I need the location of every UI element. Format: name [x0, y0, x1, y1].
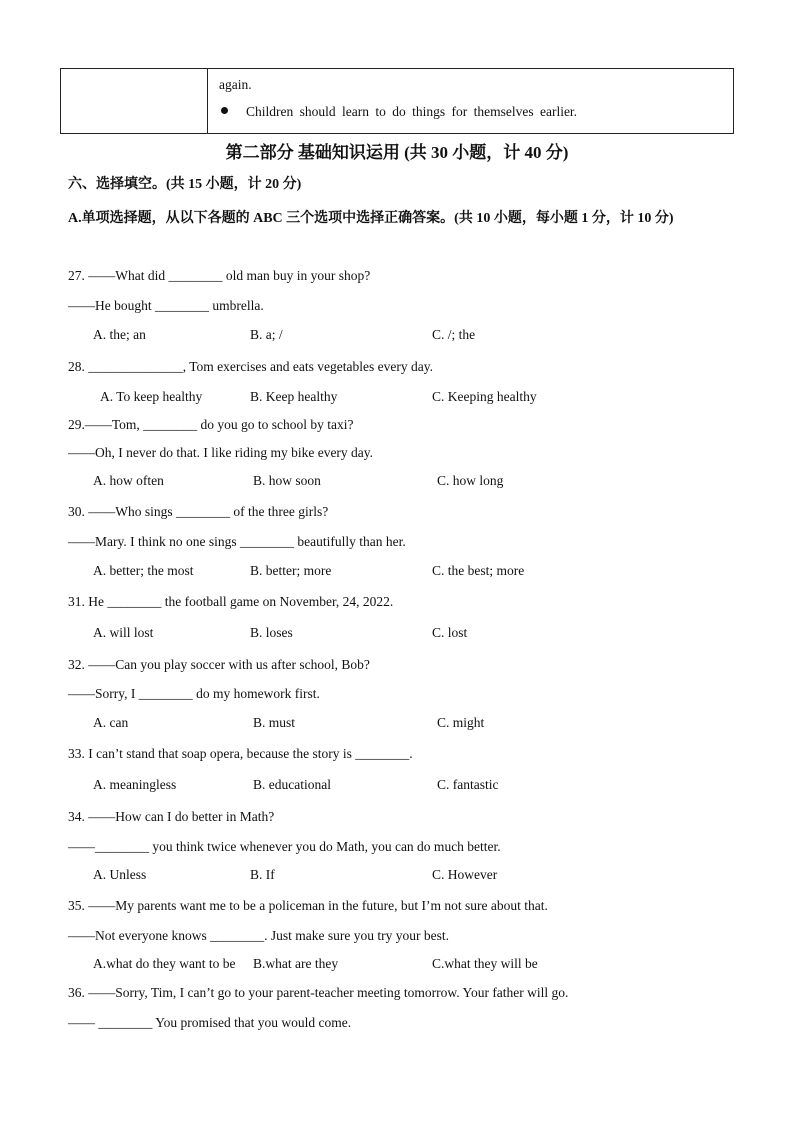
- question-32-line-1: 32. ——Can you play soccer with us after school, Bob?: [68, 657, 370, 672]
- question-31-line-1: 31. He ________ the football game on November, 24, 2022.: [68, 594, 394, 609]
- question-35-option-a: A.what do they want to be: [93, 956, 236, 971]
- question-35-option-c: C.what they will be: [432, 956, 538, 971]
- question-31-option-c: C. lost: [432, 625, 468, 640]
- table-text-line2: Children should learn to do things for themselves earlier.: [246, 104, 578, 119]
- question-27-line-2: ——He bought ________ umbrella.: [68, 298, 264, 313]
- question-36-line-2: —— ________ You promised that you would come.: [68, 1015, 352, 1030]
- table-text-line1: again.: [219, 77, 252, 92]
- question-27-option-c: C. /; the: [432, 327, 476, 342]
- question-29-option-c: C. how long: [437, 473, 504, 488]
- question-27-line-1: 27. ——What did ________ old man buy in your shop?: [68, 268, 371, 283]
- question-34-line-2: ——________ you think twice whenever you do Math, you can do much better.: [68, 839, 501, 854]
- question-28-option-a: A. To keep healthy: [100, 389, 203, 404]
- question-35-line-2: ——Not everyone knows ________. Just make sure you try your best.: [68, 928, 449, 943]
- question-31-option-a: A. will lost: [93, 625, 154, 640]
- question-27-option-a: A. the; an: [93, 327, 146, 342]
- question-28-option-c: C. Keeping healthy: [432, 389, 537, 404]
- question-29-option-b: B. how soon: [253, 473, 321, 488]
- question-35-option-b: B.what are they: [253, 956, 339, 971]
- question-32-line-2: ——Sorry, I ________ do my homework first.: [68, 686, 320, 701]
- question-32-option-c: C. might: [437, 715, 485, 730]
- question-28-line-1: 28. ______________, Tom exercises and eats vegetables every day.: [68, 359, 433, 374]
- question-32-option-b: B. must: [253, 715, 296, 730]
- bullet-icon: [221, 107, 228, 114]
- part-heading: 第二部分 基础知识运用 (共 30 小题，计 40 分): [225, 143, 569, 162]
- question-29-line-1: 29.——Tom, ________ do you go to school by taxi?: [68, 417, 354, 432]
- question-30-option-b: B. better; more: [250, 563, 332, 578]
- question-29-option-a: A. how often: [93, 473, 164, 488]
- table-cell-left: [61, 69, 208, 133]
- question-33-option-b: B. educational: [253, 777, 331, 792]
- question-33-option-c: C. fantastic: [437, 777, 499, 792]
- question-31-option-b: B. loses: [250, 625, 293, 640]
- question-28-option-b: B. Keep healthy: [250, 389, 338, 404]
- question-33-option-a: A. meaningless: [93, 777, 177, 792]
- question-27-option-b: B. a; /: [250, 327, 283, 342]
- question-30-option-a: A. better; the most: [93, 563, 194, 578]
- question-33-line-1: 33. I can’t stand that soap opera, because the story is ________.: [68, 746, 413, 761]
- question-34-option-b: B. If: [250, 867, 275, 882]
- question-36-line-1: 36. ——Sorry, Tim, I can’t go to your parent-teacher meeting tomorrow. Your father will go.: [68, 985, 569, 1000]
- question-35-line-1: 35. ——My parents want me to be a policeman in the future, but I’m not sure about that.: [68, 898, 548, 913]
- section-title: 六、选择填空。(共 15 小题，计 20 分): [68, 177, 302, 192]
- section-a-instructions: A.单项选择题，从以下各题的 ABC 三个选项中选择正确答案。(共 10 小题，每小题 1 分，计 10 分): [68, 211, 674, 226]
- question-34-option-c: C. However: [432, 867, 498, 882]
- question-30-line-2: ——Mary. I think no one sings ________ beautifully than her.: [68, 534, 406, 549]
- question-34-line-1: 34. ——How can I do better in Math?: [68, 809, 275, 824]
- question-29-line-2: ——Oh, I never do that. I like riding my bike every day.: [68, 445, 374, 460]
- top-table-fragment: [60, 68, 734, 134]
- question-30-line-1: 30. ——Who sings ________ of the three girls?: [68, 504, 329, 519]
- question-30-option-c: C. the best; more: [432, 563, 525, 578]
- question-34-option-a: A. Unless: [93, 867, 147, 882]
- question-32-option-a: A. can: [93, 715, 129, 730]
